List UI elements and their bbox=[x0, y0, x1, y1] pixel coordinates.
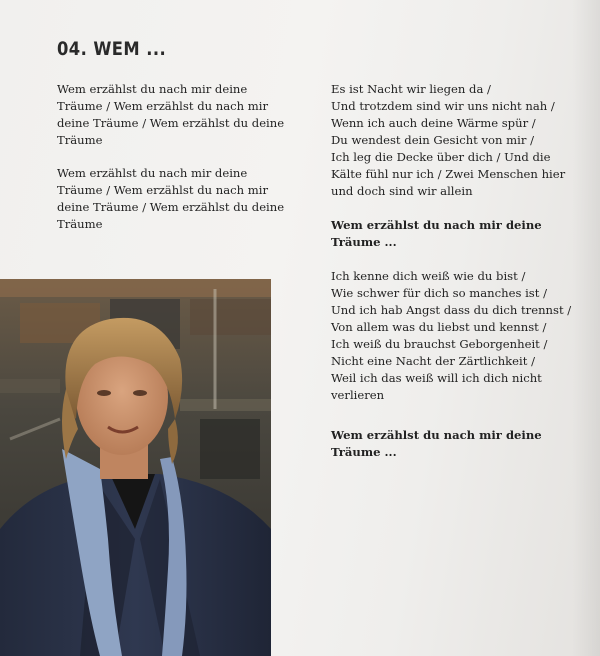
lyric-line: Du wendest dein Gesicht von mir / bbox=[331, 133, 535, 147]
song-title: 04. WEM ... bbox=[57, 38, 167, 60]
lyric-line: Nicht eine Nacht der Zärtlichkeit / bbox=[331, 354, 536, 368]
lyric-line: Träume bbox=[57, 217, 103, 231]
chorus-line: Wem erzählst du nach mir deine bbox=[331, 218, 542, 232]
lyric-line: Und ich hab Angst dass du dich trennst / bbox=[331, 303, 572, 317]
lyric-line: Träume / Wem erzählst du nach mir bbox=[57, 99, 269, 113]
lyric-line: Träume bbox=[57, 133, 103, 147]
lyric-line: deine Träume / Wem erzählst du deine bbox=[57, 116, 285, 130]
background-desk bbox=[0, 379, 60, 393]
lyric-line: Wie schwer für dich so manches ist / bbox=[331, 286, 548, 300]
chorus-stanza-1 bbox=[331, 217, 542, 251]
lyric-line: Und trotzdem sind wir uns nicht nah / bbox=[331, 99, 555, 113]
background-rack bbox=[180, 399, 271, 411]
artist-photo bbox=[0, 279, 271, 656]
lyric-line: Ich kenne dich weiß wie du bist / bbox=[331, 269, 526, 283]
lyric-line: Weil ich das weiß will ich dich nicht bbox=[331, 371, 542, 385]
ceiling-beam bbox=[0, 279, 271, 297]
chorus-line: Träume ... bbox=[331, 235, 397, 249]
lyric-line: und doch sind wir allein bbox=[331, 184, 473, 198]
lyric-line: Wem erzählst du nach mir deine bbox=[57, 166, 248, 180]
chorus-stanza-2 bbox=[331, 427, 542, 461]
lyric-line: Es ist Nacht wir liegen da / bbox=[331, 82, 491, 96]
artist-portrait-illustration bbox=[0, 279, 271, 656]
lyric-line: Kälte fühl nur ich / Zwei Menschen hier bbox=[331, 167, 566, 181]
lyric-line: Von allem was du liebst und kennst / bbox=[331, 320, 547, 334]
lyrics-stanza-right-2 bbox=[331, 268, 571, 404]
lyrics-stanza-left-1 bbox=[57, 81, 284, 149]
page-edge-shadow bbox=[572, 0, 600, 656]
lyric-line: Träume / Wem erzählst du nach mir bbox=[57, 183, 269, 197]
lyric-line: deine Träume / Wem erzählst du deine bbox=[57, 200, 285, 214]
lyrics-stanza-right-1 bbox=[331, 81, 565, 200]
lyric-line: Ich leg die Decke über dich / Und die bbox=[331, 150, 551, 164]
lyric-line: Ich weiß du brauchst Geborgenheit / bbox=[331, 337, 548, 351]
lyric-line: Wem erzählst du nach mir deine bbox=[57, 82, 248, 96]
left-eye bbox=[97, 390, 111, 396]
right-eye bbox=[133, 390, 147, 396]
chorus-line: Wem erzählst du nach mir deine bbox=[331, 428, 542, 442]
lyrics-stanza-left-2 bbox=[57, 165, 284, 233]
background-equipment bbox=[200, 419, 260, 479]
chorus-line: Träume ... bbox=[331, 445, 397, 459]
background-window bbox=[190, 299, 271, 335]
lyric-line: Wenn ich auch deine Wärme spür / bbox=[331, 116, 536, 130]
lyric-line: verlieren bbox=[331, 388, 385, 402]
